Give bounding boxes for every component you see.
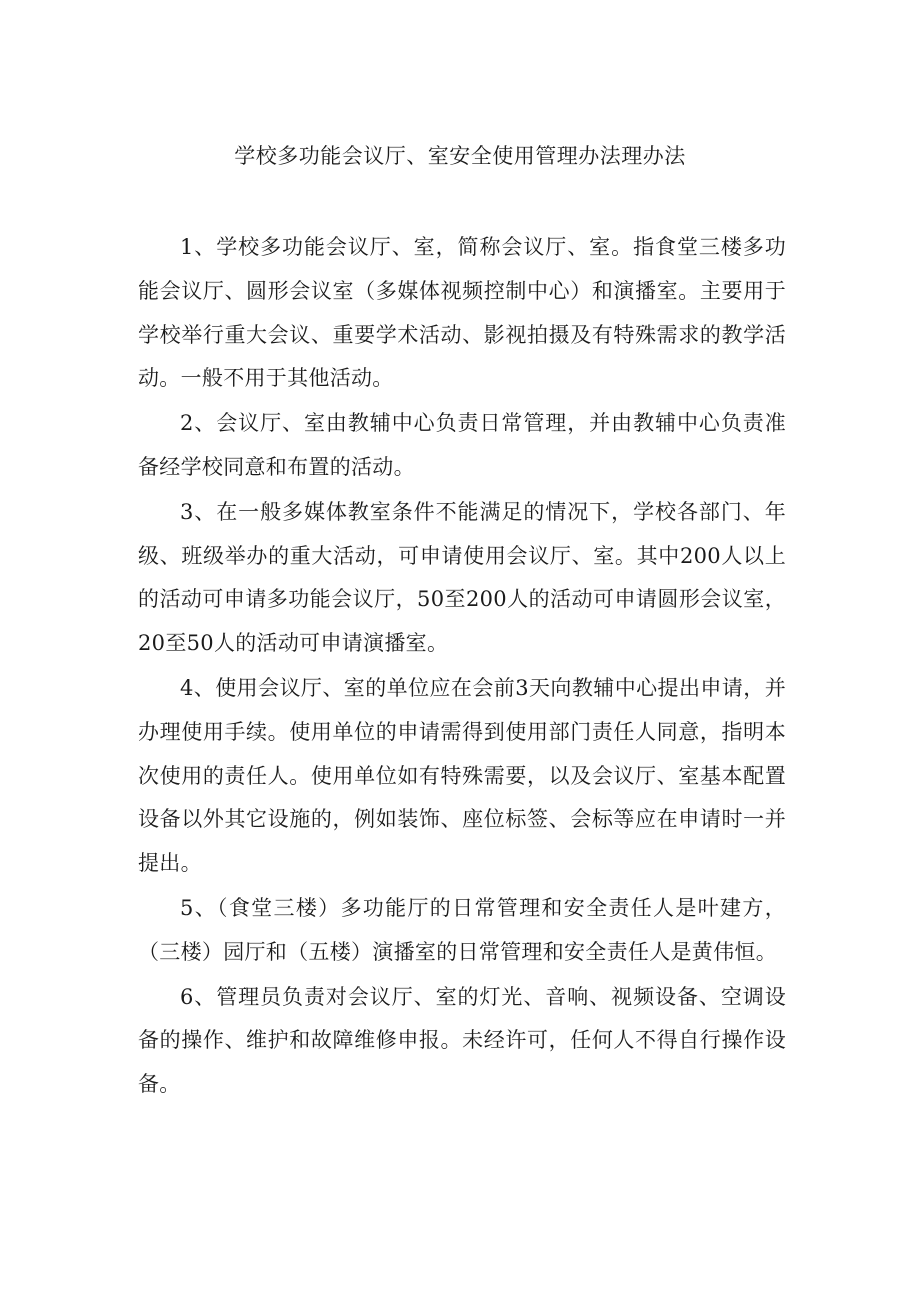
paragraph-6: 6、管理员负责对会议厅、室的灯光、音响、视频设备、空调设备的操作、维护和故障维修申报。未经许可，任何人不得自行操作设备。 <box>138 984 786 1097</box>
paragraph-4: 4、使用会议厅、室的单位应在会前3天向教辅中心提出申请，并办理使用手续。使用单位的申请需得到使用部门责任人同意，指明本次使用的责任人。使用单位如有特殊需要，以及会议厅、室基本配置设备以外其它设施的，例如装饰、座位标签、会标等应在申请时一并提出。 <box>138 675 786 876</box>
paragraph-2: 2、会议厅、室由教辅中心负责日常管理，并由教辅中心负责准备经学校同意和布置的活动。 <box>138 411 786 479</box>
document-body <box>138 226 786 1108</box>
paragraph-5: 5、（食堂三楼）多功能厅的日常管理和安全责任人是叶建方，（三楼）园厅和（五楼）演播室的日常管理和安全责任人是黄伟恒。 <box>138 895 786 964</box>
paragraph-3: 3、在一般多媒体教室条件不能满足的情况下，学校各部门、年级、班级举办的重大活动，可申请使用会议厅、室。其中200人以上的活动可申请多功能会议厅，50至200人的活动可申请圆形会议室，20至50人的活动可申请演播室。 <box>138 499 786 656</box>
paragraph-1: 1、学校多功能会议厅、室，简称会议厅、室。指食堂三楼多功能会议厅、圆形会议室（多媒体视频控制中心）和演播室。主要用于学校举行重大会议、重要学术活动、影视拍摄及有特殊需求的教学活动。一般不用于其他活动。 <box>138 235 786 391</box>
document-title: 学校多功能会议厅、室安全使用管理办法理办法 <box>234 144 686 168</box>
